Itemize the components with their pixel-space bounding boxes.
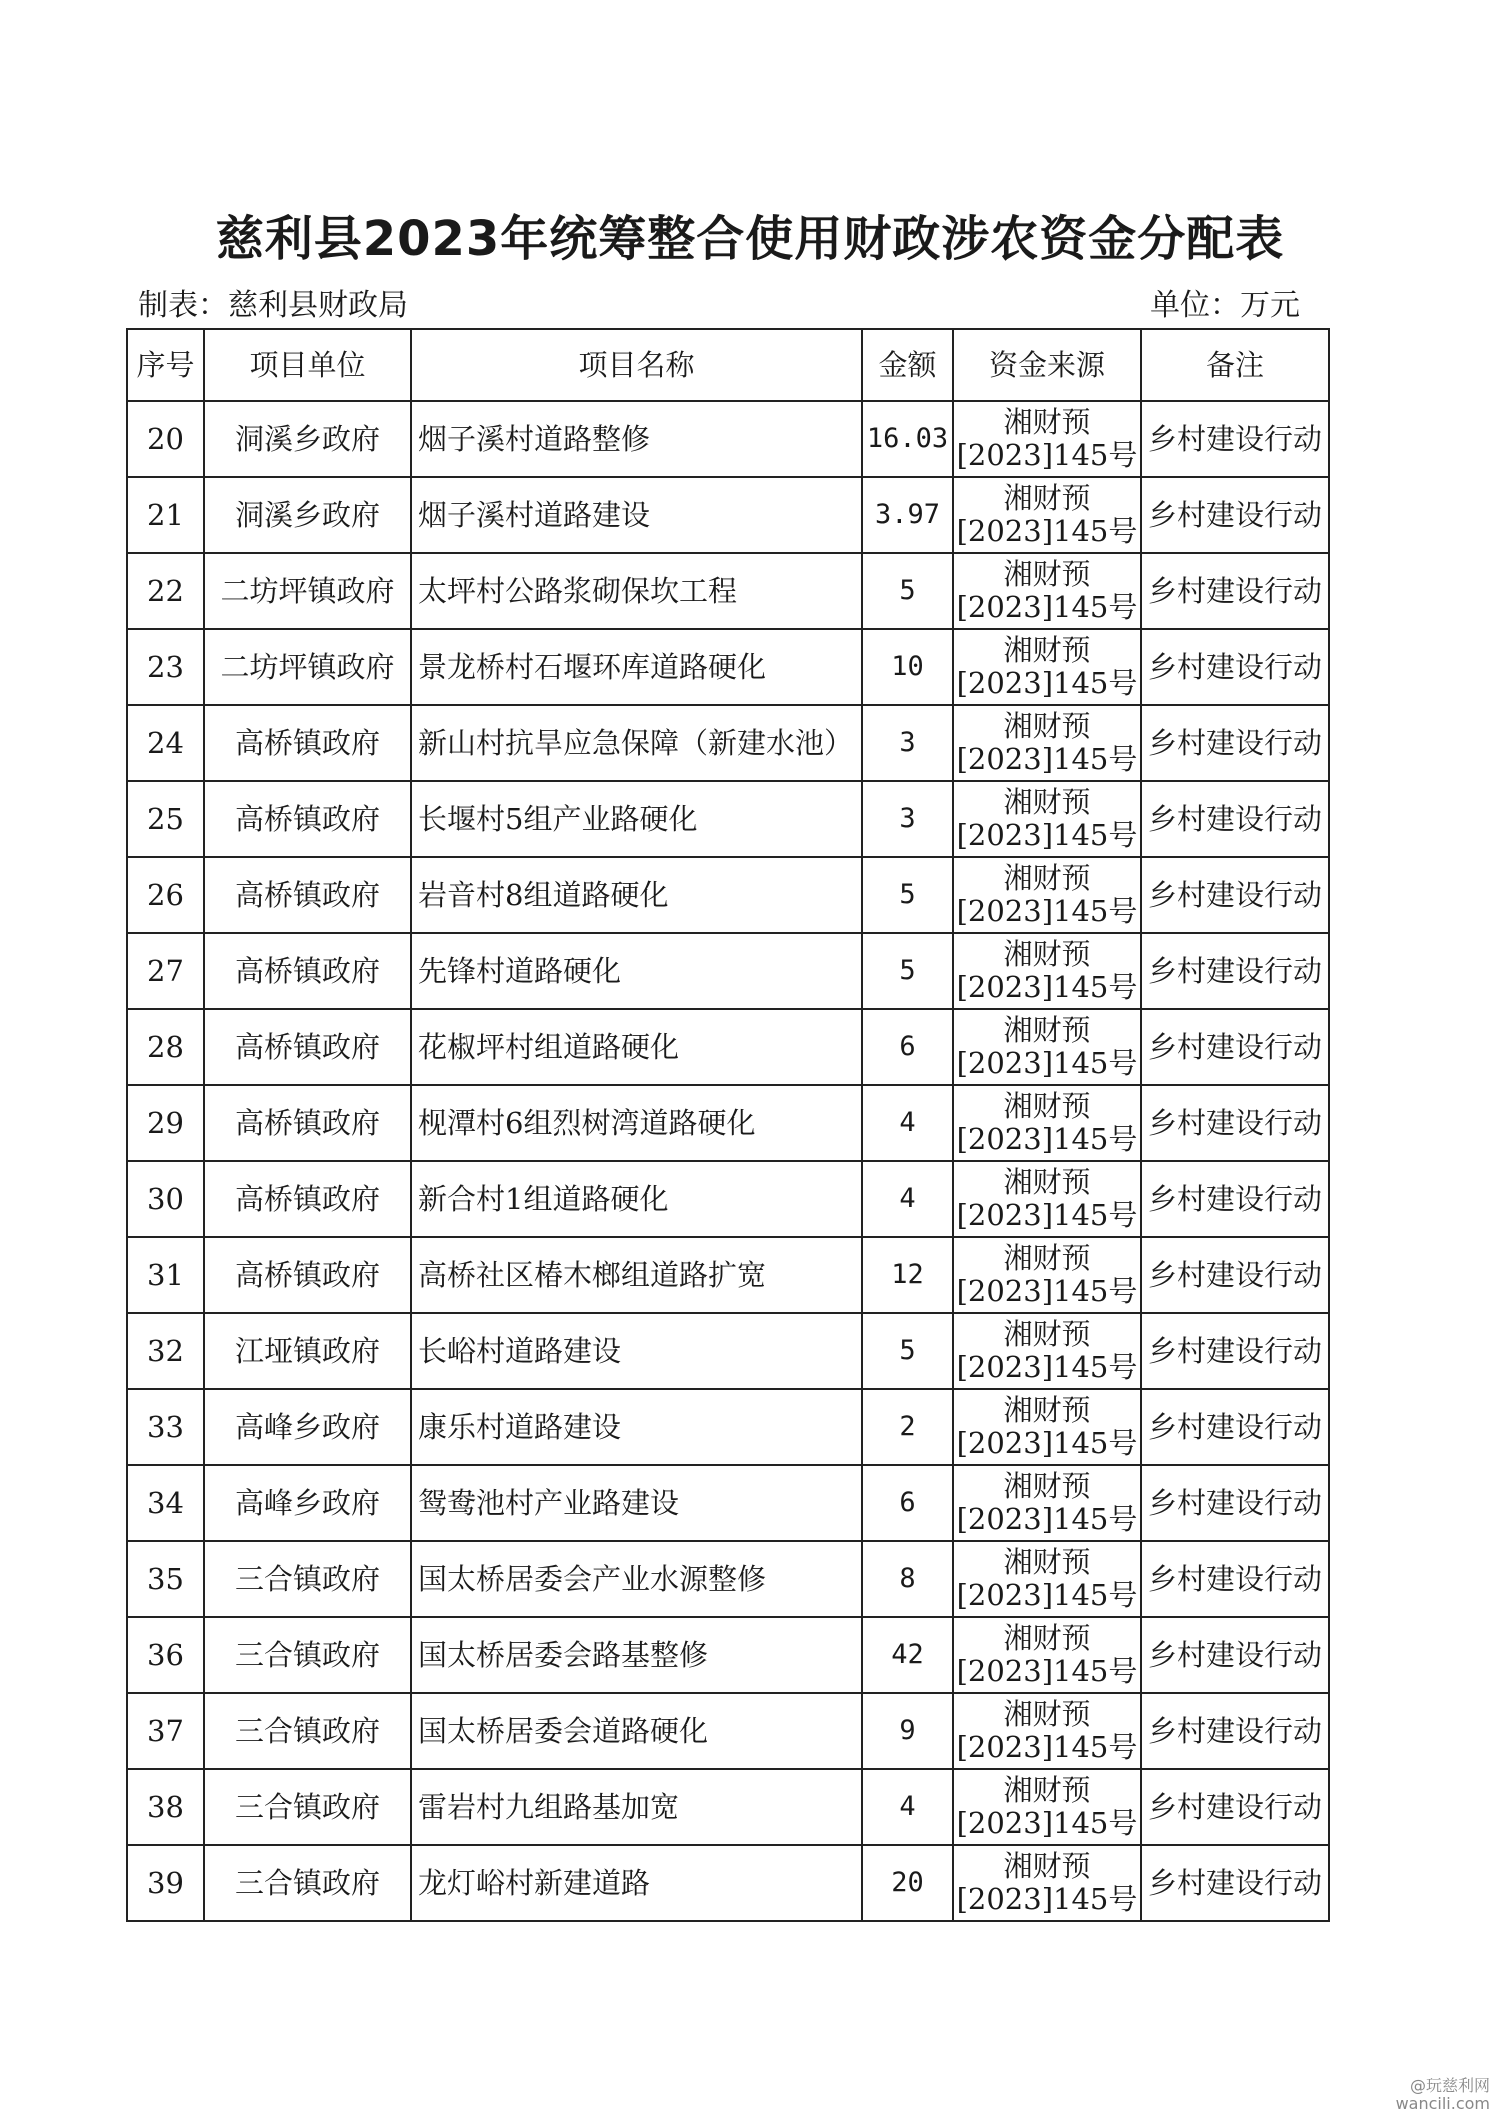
fund-source-line1: 湘财预: [1003, 1469, 1091, 1503]
unit-label: 单位：万元: [1150, 288, 1300, 323]
cell-project-name: 龙灯峪村新建道路: [411, 1845, 862, 1921]
cell-project-name: 新合村1组道路硬化: [411, 1161, 862, 1237]
cell-project-name: 烟子溪村道路建设: [411, 477, 862, 553]
fund-source-line2: [2023]145号: [956, 590, 1138, 624]
fund-source-line2: [2023]145号: [956, 970, 1138, 1004]
cell-index: 37: [127, 1693, 204, 1769]
watermark-line2: wancili.com: [1395, 2094, 1490, 2113]
cell-note: 乡村建设行动: [1141, 1085, 1329, 1161]
cell-project-name: 太坪村公路浆砌保坎工程: [411, 553, 862, 629]
fund-source-line1: 湘财预: [1003, 785, 1091, 819]
table-row: [127, 1313, 1329, 1389]
cell-amount: 5: [862, 553, 953, 629]
cell-fund-source: [953, 1541, 1141, 1617]
cell-fund-source: [953, 553, 1141, 629]
fund-source-line2: [2023]145号: [956, 1882, 1138, 1916]
table-row: [127, 401, 1329, 477]
table-row: [127, 1389, 1329, 1465]
table-row: [127, 781, 1329, 857]
cell-amount: 3: [862, 705, 953, 781]
fund-source-line2: [2023]145号: [956, 1806, 1138, 1840]
cell-unit: 高峰乡政府: [204, 1465, 411, 1541]
cell-unit: 高桥镇政府: [204, 933, 411, 1009]
cell-amount: 12: [862, 1237, 953, 1313]
cell-note: 乡村建设行动: [1141, 1769, 1329, 1845]
cell-amount: 3: [862, 781, 953, 857]
header-note: 备注: [1141, 329, 1329, 401]
cell-index: 39: [127, 1845, 204, 1921]
fund-source-line2: [2023]145号: [956, 742, 1138, 776]
fund-source-line1: 湘财预: [1003, 633, 1091, 667]
cell-amount: 6: [862, 1009, 953, 1085]
cell-project-name: 先锋村道路硬化: [411, 933, 862, 1009]
table-row: [127, 857, 1329, 933]
fund-source-line2: [2023]145号: [956, 1426, 1138, 1460]
cell-unit: 洞溪乡政府: [204, 477, 411, 553]
cell-note: 乡村建设行动: [1141, 1237, 1329, 1313]
header-project-name: 项目名称: [411, 329, 862, 401]
table-row: [127, 553, 1329, 629]
cell-project-name: 国太桥居委会产业水源整修: [411, 1541, 862, 1617]
fund-source-line2: [2023]145号: [956, 1198, 1138, 1232]
cell-index: 25: [127, 781, 204, 857]
page-title: 慈利县2023年统筹整合使用财政涉农资金分配表: [215, 211, 1285, 267]
header-unit: 项目单位: [204, 329, 411, 401]
header-fund-source: 资金来源: [953, 329, 1141, 401]
table-row: [127, 1161, 1329, 1237]
cell-note: 乡村建设行动: [1141, 1845, 1329, 1921]
cell-unit: 二坊坪镇政府: [204, 553, 411, 629]
fund-source-line2: [2023]145号: [956, 1502, 1138, 1536]
cell-fund-source: [953, 477, 1141, 553]
cell-unit: 三合镇政府: [204, 1769, 411, 1845]
cell-fund-source: [953, 1085, 1141, 1161]
cell-note: 乡村建设行动: [1141, 1161, 1329, 1237]
fund-source-line2: [2023]145号: [956, 438, 1138, 472]
table-row: [127, 1693, 1329, 1769]
cell-index: 21: [127, 477, 204, 553]
cell-note: 乡村建设行动: [1141, 705, 1329, 781]
cell-unit: 江垭镇政府: [204, 1313, 411, 1389]
table-row: [127, 705, 1329, 781]
cell-index: 30: [127, 1161, 204, 1237]
table-row: [127, 1009, 1329, 1085]
cell-fund-source: [953, 1769, 1141, 1845]
cell-note: 乡村建设行动: [1141, 629, 1329, 705]
cell-amount: 4: [862, 1769, 953, 1845]
fund-source-line1: 湘财预: [1003, 1317, 1091, 1351]
cell-amount: 20: [862, 1845, 953, 1921]
cell-note: 乡村建设行动: [1141, 933, 1329, 1009]
cell-index: 22: [127, 553, 204, 629]
cell-project-name: 长峪村道路建设: [411, 1313, 862, 1389]
cell-amount: 9: [862, 1693, 953, 1769]
cell-unit: 高桥镇政府: [204, 857, 411, 933]
fund-source-line2: [2023]145号: [956, 1654, 1138, 1688]
cell-unit: 二坊坪镇政府: [204, 629, 411, 705]
table-row: [127, 933, 1329, 1009]
watermark-line1: @玩慈利网: [1409, 2076, 1490, 2095]
cell-note: 乡村建设行动: [1141, 1617, 1329, 1693]
fund-source-line1: 湘财预: [1003, 1241, 1091, 1275]
cell-note: 乡村建设行动: [1141, 1389, 1329, 1465]
fund-source-line1: 湘财预: [1003, 1773, 1091, 1807]
fund-source-line2: [2023]145号: [956, 1274, 1138, 1308]
cell-project-name: 烟子溪村道路整修: [411, 401, 862, 477]
fund-source-line1: 湘财预: [1003, 1545, 1091, 1579]
cell-project-name: 枧潭村6组烈树湾道路硬化: [411, 1085, 862, 1161]
cell-amount: 4: [862, 1161, 953, 1237]
cell-amount: 2: [862, 1389, 953, 1465]
cell-fund-source: [953, 1313, 1141, 1389]
cell-unit: 高桥镇政府: [204, 781, 411, 857]
fund-source-line1: 湘财预: [1003, 1165, 1091, 1199]
fund-source-line2: [2023]145号: [956, 666, 1138, 700]
cell-project-name: 鸳鸯池村产业路建设: [411, 1465, 862, 1541]
fund-source-line1: 湘财预: [1003, 1089, 1091, 1123]
cell-note: 乡村建设行动: [1141, 857, 1329, 933]
cell-note: 乡村建设行动: [1141, 1693, 1329, 1769]
fund-source-line1: 湘财预: [1003, 1849, 1091, 1883]
cell-index: 27: [127, 933, 204, 1009]
cell-amount: 16.03: [862, 401, 953, 477]
fund-source-line1: 湘财预: [1003, 1621, 1091, 1655]
cell-index: 24: [127, 705, 204, 781]
table-row: [127, 1617, 1329, 1693]
cell-unit: 高桥镇政府: [204, 1085, 411, 1161]
cell-unit: 高桥镇政府: [204, 1009, 411, 1085]
cell-fund-source: [953, 705, 1141, 781]
table-row: [127, 629, 1329, 705]
cell-fund-source: [953, 933, 1141, 1009]
cell-index: 32: [127, 1313, 204, 1389]
cell-fund-source: [953, 1617, 1141, 1693]
cell-index: 33: [127, 1389, 204, 1465]
cell-fund-source: [953, 629, 1141, 705]
fund-source-line1: 湘财预: [1003, 937, 1091, 971]
cell-note: 乡村建设行动: [1141, 401, 1329, 477]
cell-amount: 10: [862, 629, 953, 705]
cell-fund-source: [953, 781, 1141, 857]
maker-label: 制表：慈利县财政局: [138, 288, 408, 323]
cell-project-name: 岩音村8组道路硬化: [411, 857, 862, 933]
cell-fund-source: [953, 1009, 1141, 1085]
cell-fund-source: [953, 1845, 1141, 1921]
fund-source-line1: 湘财预: [1003, 405, 1091, 439]
fund-source-line2: [2023]145号: [956, 1350, 1138, 1384]
fund-source-line1: 湘财预: [1003, 1393, 1091, 1427]
cell-project-name: 长堰村5组产业路硬化: [411, 781, 862, 857]
cell-note: 乡村建设行动: [1141, 553, 1329, 629]
cell-fund-source: [953, 401, 1141, 477]
fund-source-line1: 湘财预: [1003, 557, 1091, 591]
fund-source-line1: 湘财预: [1003, 861, 1091, 895]
cell-unit: 高桥镇政府: [204, 705, 411, 781]
cell-project-name: 国太桥居委会路基整修: [411, 1617, 862, 1693]
fund-source-line1: 湘财预: [1003, 709, 1091, 743]
cell-fund-source: [953, 1693, 1141, 1769]
cell-amount: 6: [862, 1465, 953, 1541]
cell-unit: 洞溪乡政府: [204, 401, 411, 477]
cell-unit: 高桥镇政府: [204, 1161, 411, 1237]
allocation-table: [126, 328, 1330, 1922]
cell-index: 31: [127, 1237, 204, 1313]
cell-note: 乡村建设行动: [1141, 1009, 1329, 1085]
cell-unit: 高桥镇政府: [204, 1237, 411, 1313]
cell-amount: 3.97: [862, 477, 953, 553]
fund-source-line1: 湘财预: [1003, 1013, 1091, 1047]
cell-unit: 三合镇政府: [204, 1693, 411, 1769]
fund-source-line2: [2023]145号: [956, 818, 1138, 852]
fund-source-line2: [2023]145号: [956, 1730, 1138, 1764]
cell-note: 乡村建设行动: [1141, 1465, 1329, 1541]
cell-fund-source: [953, 1465, 1141, 1541]
cell-project-name: 康乐村道路建设: [411, 1389, 862, 1465]
fund-source-line2: [2023]145号: [956, 1122, 1138, 1156]
cell-fund-source: [953, 1389, 1141, 1465]
cell-note: 乡村建设行动: [1141, 1541, 1329, 1617]
table-row: [127, 1769, 1329, 1845]
table-row: [127, 1845, 1329, 1921]
cell-unit: 高峰乡政府: [204, 1389, 411, 1465]
table-row: [127, 477, 1329, 553]
table-row: [127, 1465, 1329, 1541]
cell-amount: 8: [862, 1541, 953, 1617]
cell-note: 乡村建设行动: [1141, 1313, 1329, 1389]
cell-amount: 42: [862, 1617, 953, 1693]
cell-index: 28: [127, 1009, 204, 1085]
table-header-row: [127, 329, 1329, 401]
fund-source-line1: 湘财预: [1003, 1697, 1091, 1731]
cell-index: 20: [127, 401, 204, 477]
cell-amount: 5: [862, 857, 953, 933]
cell-note: 乡村建设行动: [1141, 477, 1329, 553]
table-body: [127, 401, 1329, 1921]
cell-project-name: 高桥社区椿木榔组道路扩宽: [411, 1237, 862, 1313]
cell-amount: 5: [862, 1313, 953, 1389]
cell-fund-source: [953, 1161, 1141, 1237]
cell-index: 38: [127, 1769, 204, 1845]
fund-source-line1: 湘财预: [1003, 481, 1091, 515]
fund-source-line2: [2023]145号: [956, 1578, 1138, 1612]
table-row: [127, 1085, 1329, 1161]
watermark: [1396, 2077, 1490, 2113]
cell-index: 26: [127, 857, 204, 933]
cell-index: 34: [127, 1465, 204, 1541]
table-row: [127, 1541, 1329, 1617]
cell-note: 乡村建设行动: [1141, 781, 1329, 857]
fund-source-line2: [2023]145号: [956, 894, 1138, 928]
cell-project-name: 雷岩村九组路基加宽: [411, 1769, 862, 1845]
cell-project-name: 新山村抗旱应急保障（新建水池）: [411, 705, 862, 781]
cell-amount: 5: [862, 933, 953, 1009]
cell-index: 36: [127, 1617, 204, 1693]
header-index: 序号: [127, 329, 204, 401]
cell-project-name: 花椒坪村组道路硬化: [411, 1009, 862, 1085]
cell-project-name: 国太桥居委会道路硬化: [411, 1693, 862, 1769]
header-amount: 金额: [862, 329, 953, 401]
cell-fund-source: [953, 857, 1141, 933]
cell-index: 29: [127, 1085, 204, 1161]
cell-amount: 4: [862, 1085, 953, 1161]
table-row: [127, 1237, 1329, 1313]
cell-project-name: 景龙桥村石堰环库道路硬化: [411, 629, 862, 705]
cell-unit: 三合镇政府: [204, 1845, 411, 1921]
cell-index: 35: [127, 1541, 204, 1617]
cell-unit: 三合镇政府: [204, 1541, 411, 1617]
cell-fund-source: [953, 1237, 1141, 1313]
cell-index: 23: [127, 629, 204, 705]
cell-unit: 三合镇政府: [204, 1617, 411, 1693]
fund-source-line2: [2023]145号: [956, 1046, 1138, 1080]
fund-source-line2: [2023]145号: [956, 514, 1138, 548]
